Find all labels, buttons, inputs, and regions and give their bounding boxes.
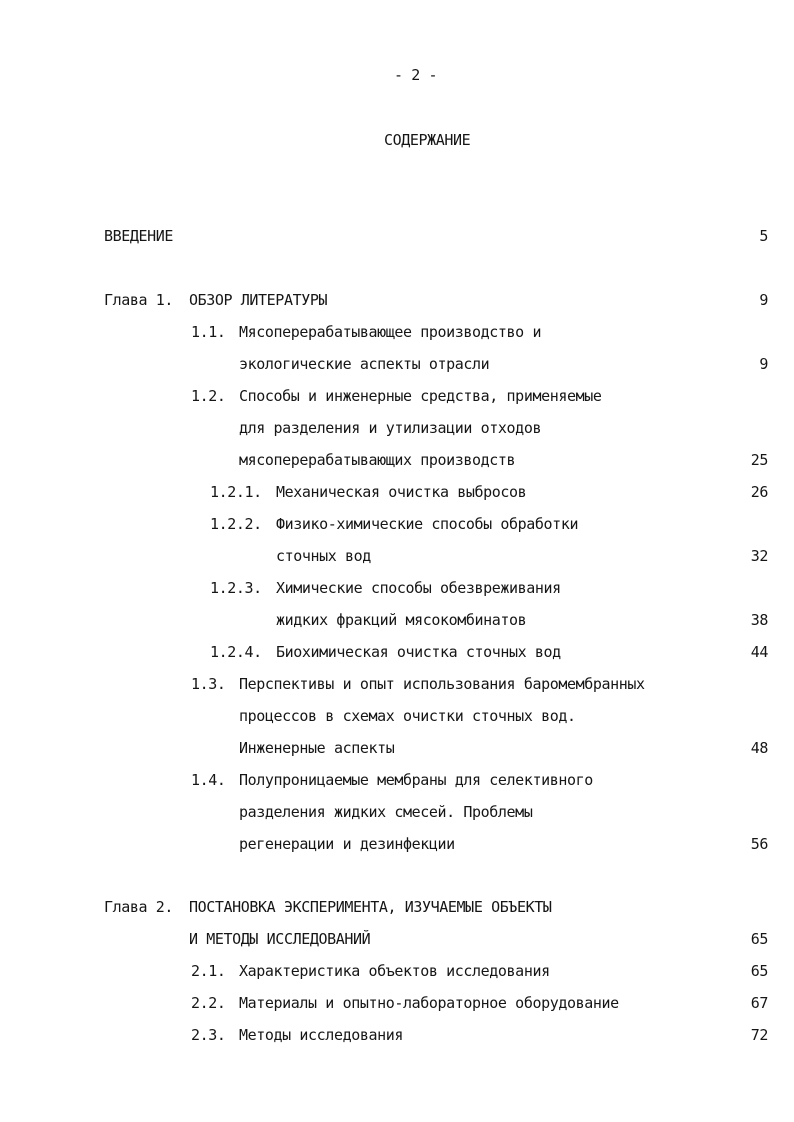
toc-section-title-line: регенерации и дезинфекции [239,835,455,853]
toc-subsection-title-line: Химические способы обезвреживания [276,579,561,597]
toc-subsection-number: 1.2.2. [210,515,262,533]
toc-chapter-number: Глава 1. [104,291,174,309]
toc-section-title-line: мясоперерабатывающих производств [239,451,516,469]
toc-page-number: 65 [750,962,768,980]
toc-section-title-line: Мясоперерабатывающее производство и [239,323,542,341]
toc-subsection-title-line: Механическая очистка выбросов [276,483,527,501]
toc-page-number: 9 [759,291,768,309]
toc-page-number: 56 [750,835,768,853]
page-title: СОДЕРЖАНИЕ [384,131,471,149]
toc-subsection-number: 1.2.4. [210,643,262,661]
toc-page-number: 67 [750,994,768,1012]
toc-section-title-line: экологические аспекты отрасли [239,355,490,373]
toc-section-number: 1.1. [191,323,226,341]
toc-section-title-line: Инженерные аспекты [239,739,395,757]
toc-section-number: 1.4. [191,771,226,789]
toc-section-title-line: Полупроницаемые мембраны для селективного [239,771,593,789]
toc-section-title-line: Перспективы и опыт использования баромембранных [239,675,645,693]
toc-page-number: 9 [759,355,768,373]
toc-chapter-title: ОБЗОР ЛИТЕРАТУРЫ [189,291,328,309]
toc-chapter-title-line: И МЕТОДЫ ИССЛЕДОВАНИЙ [189,930,371,948]
toc-chapter-number: Глава 2. [104,898,174,916]
toc-section-title-line: для разделения и утилизации отходов [239,419,542,437]
toc-section-number: 2.1. [191,962,226,980]
toc-section-number: 1.2. [191,387,226,405]
toc-subsection-title-line: жидких фракций мясокомбинатов [276,611,527,629]
toc-chapter-title-line: ПОСТАНОВКА ЭКСПЕРИМЕНТА, ИЗУЧАЕМЫЕ ОБЪЕКТЫ [189,898,552,916]
toc-page-number: 65 [750,930,768,948]
toc-subsection-number: 1.2.1. [210,483,262,501]
toc-page-number: 32 [750,547,768,565]
toc-section-title-line: Материалы и опытно-лабораторное оборудование [239,994,619,1012]
toc-subsection-title-line: Физико-химические способы обработки [276,515,579,533]
toc-label: ВВЕДЕНИЕ [104,227,174,245]
toc-section-number: 2.3. [191,1026,226,1044]
toc-page-number: 48 [750,739,768,757]
toc-section-number: 1.3. [191,675,226,693]
toc-page-number: 25 [750,451,768,469]
page-number: - 2 - [394,66,438,84]
toc-page-number: 38 [750,611,768,629]
toc-page-number: 72 [750,1026,768,1044]
toc-section-title-line: Способы и инженерные средства, применяемые [239,387,602,405]
toc-subsection-title-line: Биохимическая очистка сточных вод [276,643,561,661]
toc-section-title-line: разделения жидких смесей. Проблемы [239,803,533,821]
toc-section-title-line: Характеристика объектов исследования [239,962,550,980]
toc-section-title-line: Методы исследования [239,1026,403,1044]
toc-subsection-title-line: сточных вод [276,547,371,565]
toc-page-number: 5 [759,227,768,245]
toc-section-number: 2.2. [191,994,226,1012]
toc-subsection-number: 1.2.3. [210,579,262,597]
toc-section-title-line: процессов в схемах очистки сточных вод. [239,707,576,725]
toc-page-number: 26 [750,483,768,501]
toc-page-number: 44 [750,643,768,661]
